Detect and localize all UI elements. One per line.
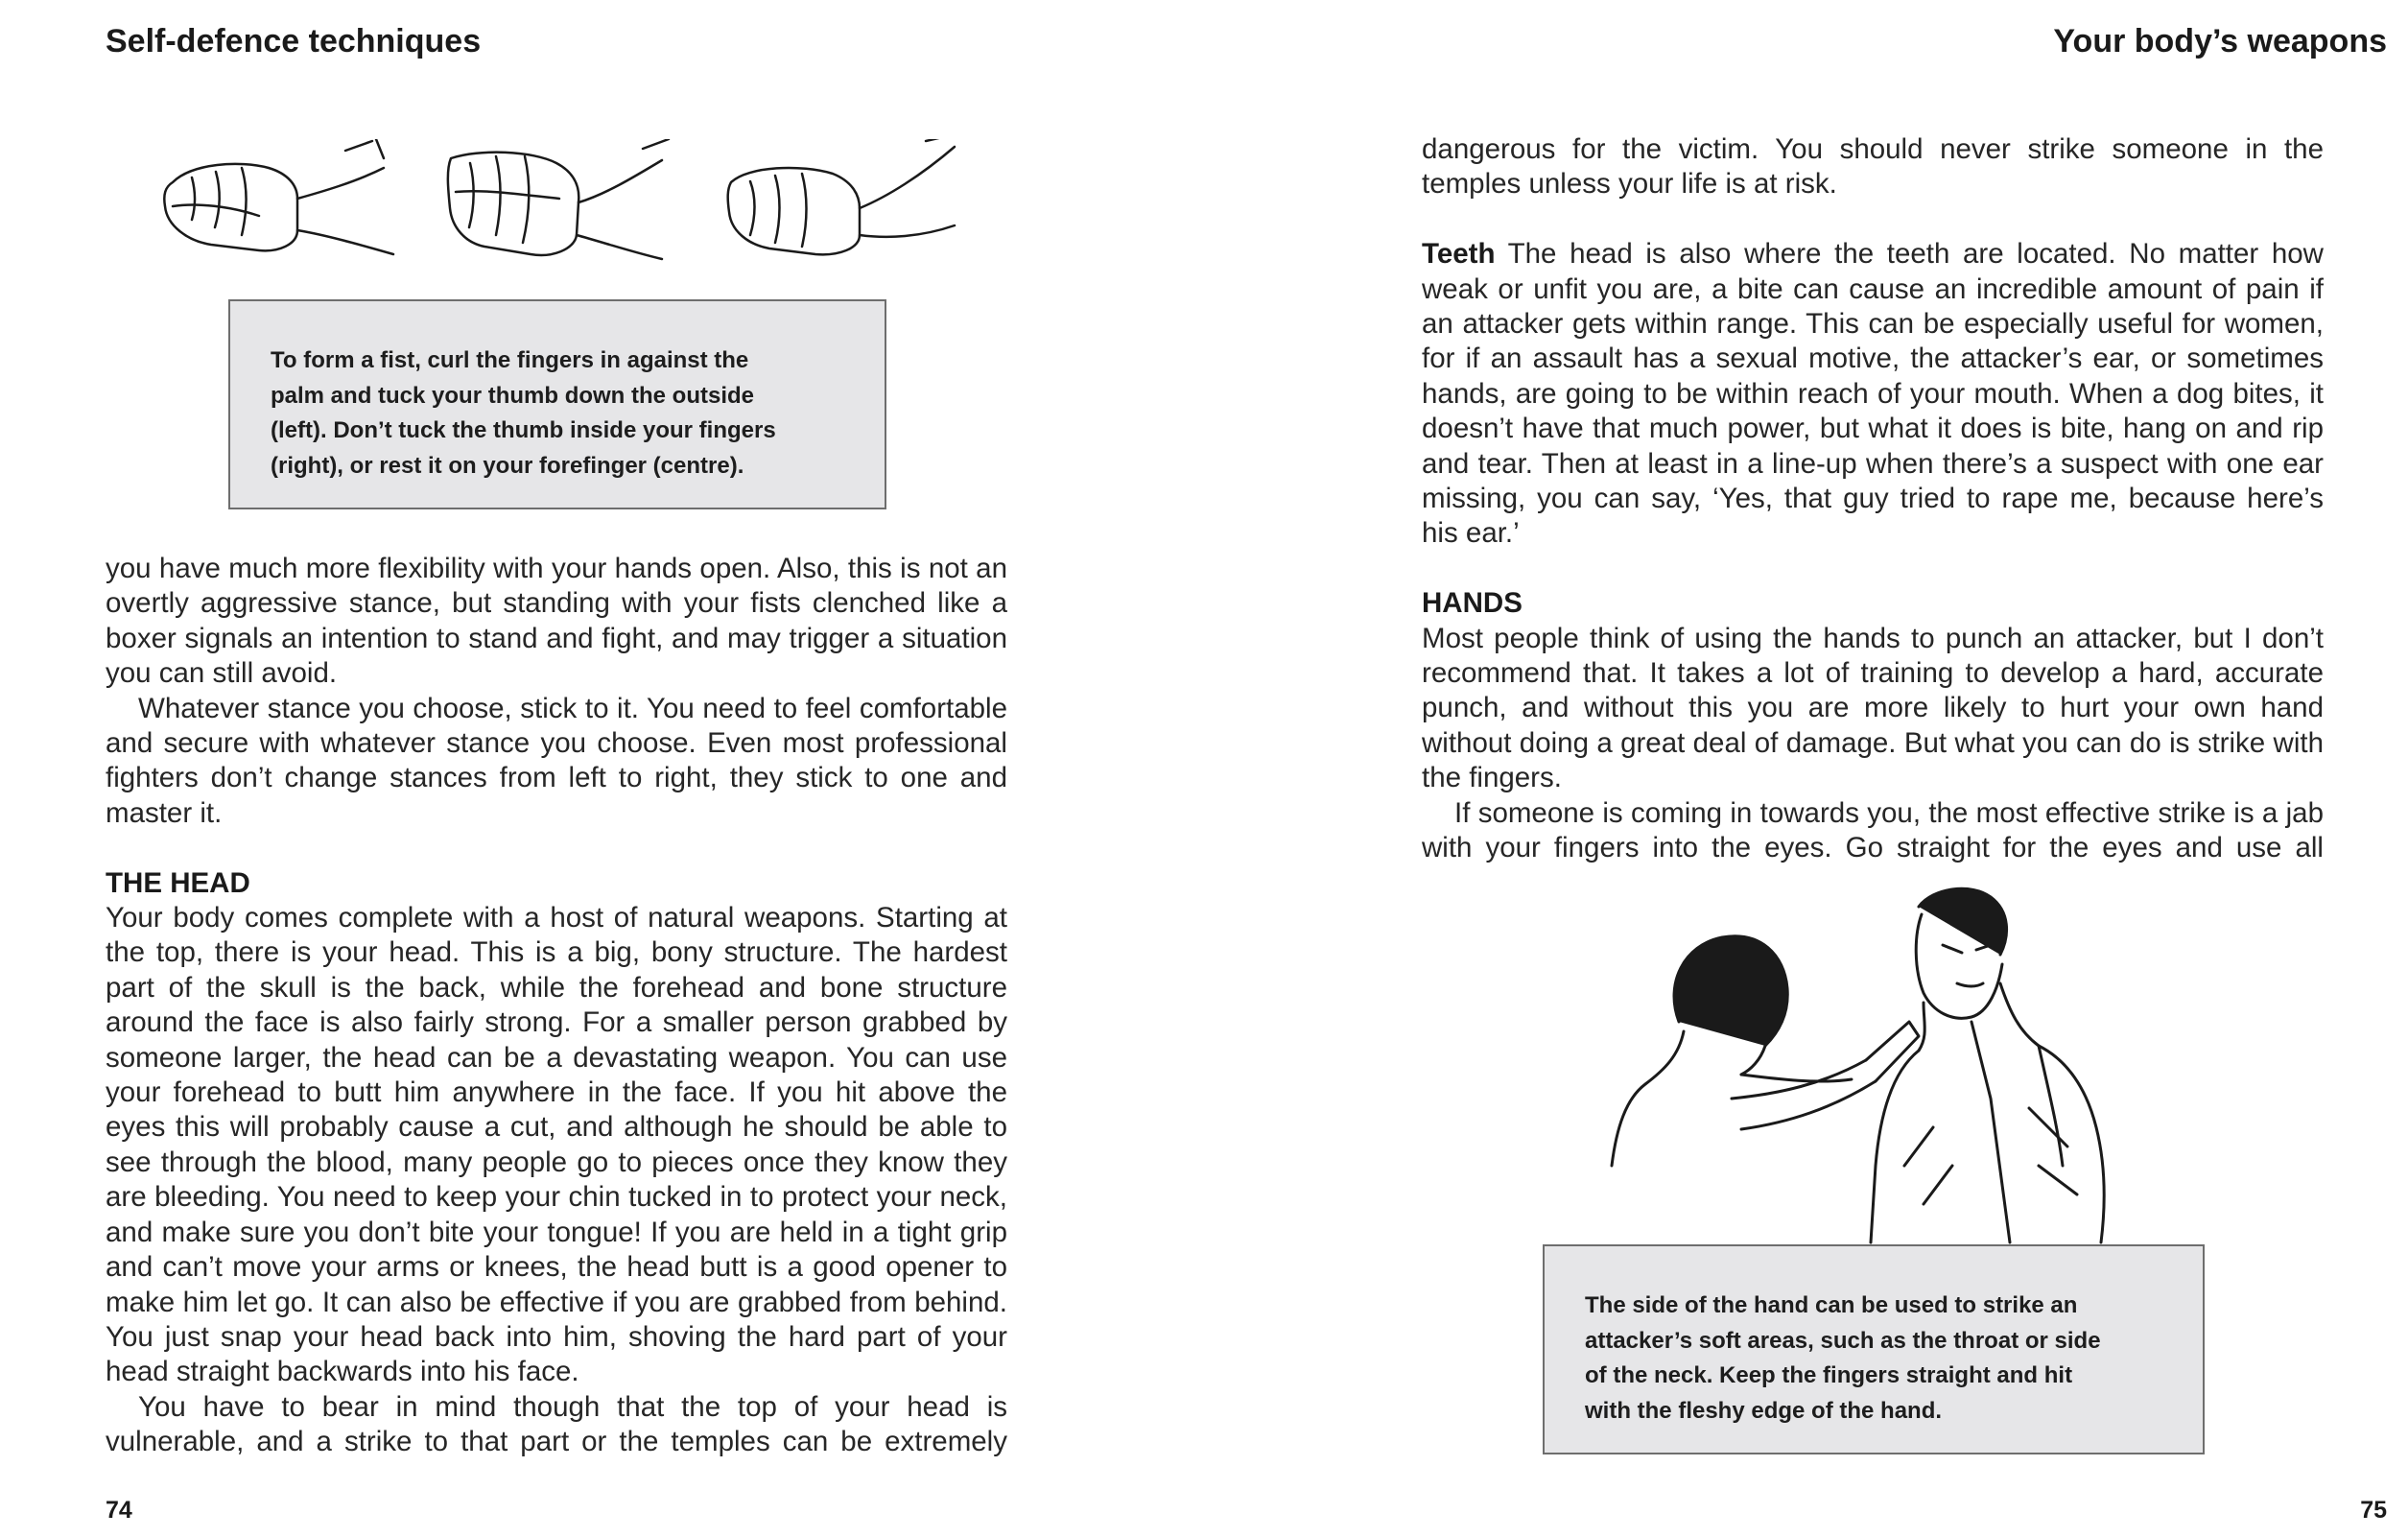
fist-thumb-outside-icon [164,139,393,254]
strike-caption-line: attacker’s soft areas, such as the throat or side [1585,1327,2101,1354]
left-body-column [106,552,1007,1460]
fist-caption-line: To form a fist, curl the fingers in against the [271,347,749,373]
body-paragraph: Your body comes complete with a host of natural weapons. Starting at the top, there is your head. This is a big, bony structure. The hardest part of the skull is the back, while the forehead and bone structure around the face is also fairly strong. For a smaller person grabbed by someone larger, the head can be a devastating weapon. You can use your forehead to butt him anywhere in the face. If you hit above the eyes this will probably cause a cut, and although he should be able to see through the blood, many people go to pieces once they know they are bleeding. You need to keep your chin tucked in to protect your neck, and make sure you don’t bite your tongue! If you are held in a tight grip and can’t move your arms or knees, the head butt is a good opener to make him let go. It can also be effective if you are grabbed from behind. You just snap your head back into him, shoving the hard part of your head straight backwards into his face. [106,902,1007,1388]
right-body-column [1422,132,2324,866]
body-paragraph: If someone is coming in towards you, the most effective strike is a jab with your fingers into the eyes. Go straight for the eyes and use all [1422,796,2324,864]
right-page [1204,0,2408,1537]
strike-caption-line: The side of the hand can be used to strike an [1585,1292,2078,1318]
fist-thumb-inside-icon [728,139,959,254]
fist-illustrations [153,139,969,293]
body-paragraph: Most people think of using the hands to punch an attacker, but I don’t recommend that. It takes a lot of training to develop a hard, accurate punch, and without this you are more likely to hurt your own hand without doing a great deal of damage. But what you can do is strike with the fingers. [1422,622,2324,794]
fist-caption-line: (right), or rest it on your forefinger (centre). [271,452,744,479]
running-head-left: Self-defence techniques [106,23,482,59]
hand-strike-illustration [1588,878,2125,1247]
fist-caption-box [228,299,886,509]
strike-caption-line: with the fleshy edge of the hand. [1585,1397,1943,1424]
strike-caption-box [1543,1244,2205,1454]
body-paragraph: dangerous for the victim. You should never strike someone in the temples unless your life is at risk. [1422,133,2324,201]
fist-thumb-on-forefinger-icon [448,139,669,259]
body-paragraph: Whatever stance you choose, stick to it. You need to feel comfortable and secure with whatever stance you choose. Even most professional fighters don’t change stances from left to right, they stick to one and master it. [106,692,1007,829]
body-paragraph-teeth [1422,237,2324,552]
strike-caption-line: of the neck. Keep the fingers straight and hit [1585,1362,2073,1388]
fist-caption-line: (left). Don’t tuck the thumb inside your fingers [271,417,776,443]
fist-caption-line: palm and tuck your thumb down the outside [271,382,755,409]
running-head-right: Your body’s weapons [2053,23,2387,59]
section-heading-head: THE HEAD [106,866,250,899]
teeth-term: Teeth [1422,238,1496,271]
section-heading-hands: HANDS [1422,587,1523,620]
page-number-left: 74 [106,1497,132,1524]
page-number-right: 75 [2360,1497,2387,1524]
body-paragraph: You have to bear in mind though that the top of your head is vulnerable, and a strike to that part or the temples can be extremely [106,1390,1007,1458]
teeth-text: The head is also where the teeth are located. No matter how weak or unfit you are, a bite can cause an incredible amount of pain if an attacker gets within range. This can be especially useful for women, for if an assault has a sexual motive, the attacker’s ear, or sometimes hands, are going to be within reach of your mouth. When a dog bites, it doesn’t have that much power, but what it does is bite, hang on and rip and tear. Then at least in a line-up when there’s a suspect with one ear missing, you can say, ‘Yes, that guy tried to rape me, because here’s his ear.’ [1422,238,2324,550]
body-paragraph: you have much more flexibility with your hands open. Also, this is not an overtly aggressive stance, but standing with your fists clenched like a boxer signals an intention to stand and fight, and may trigger a situation you can still avoid. [106,553,1007,690]
